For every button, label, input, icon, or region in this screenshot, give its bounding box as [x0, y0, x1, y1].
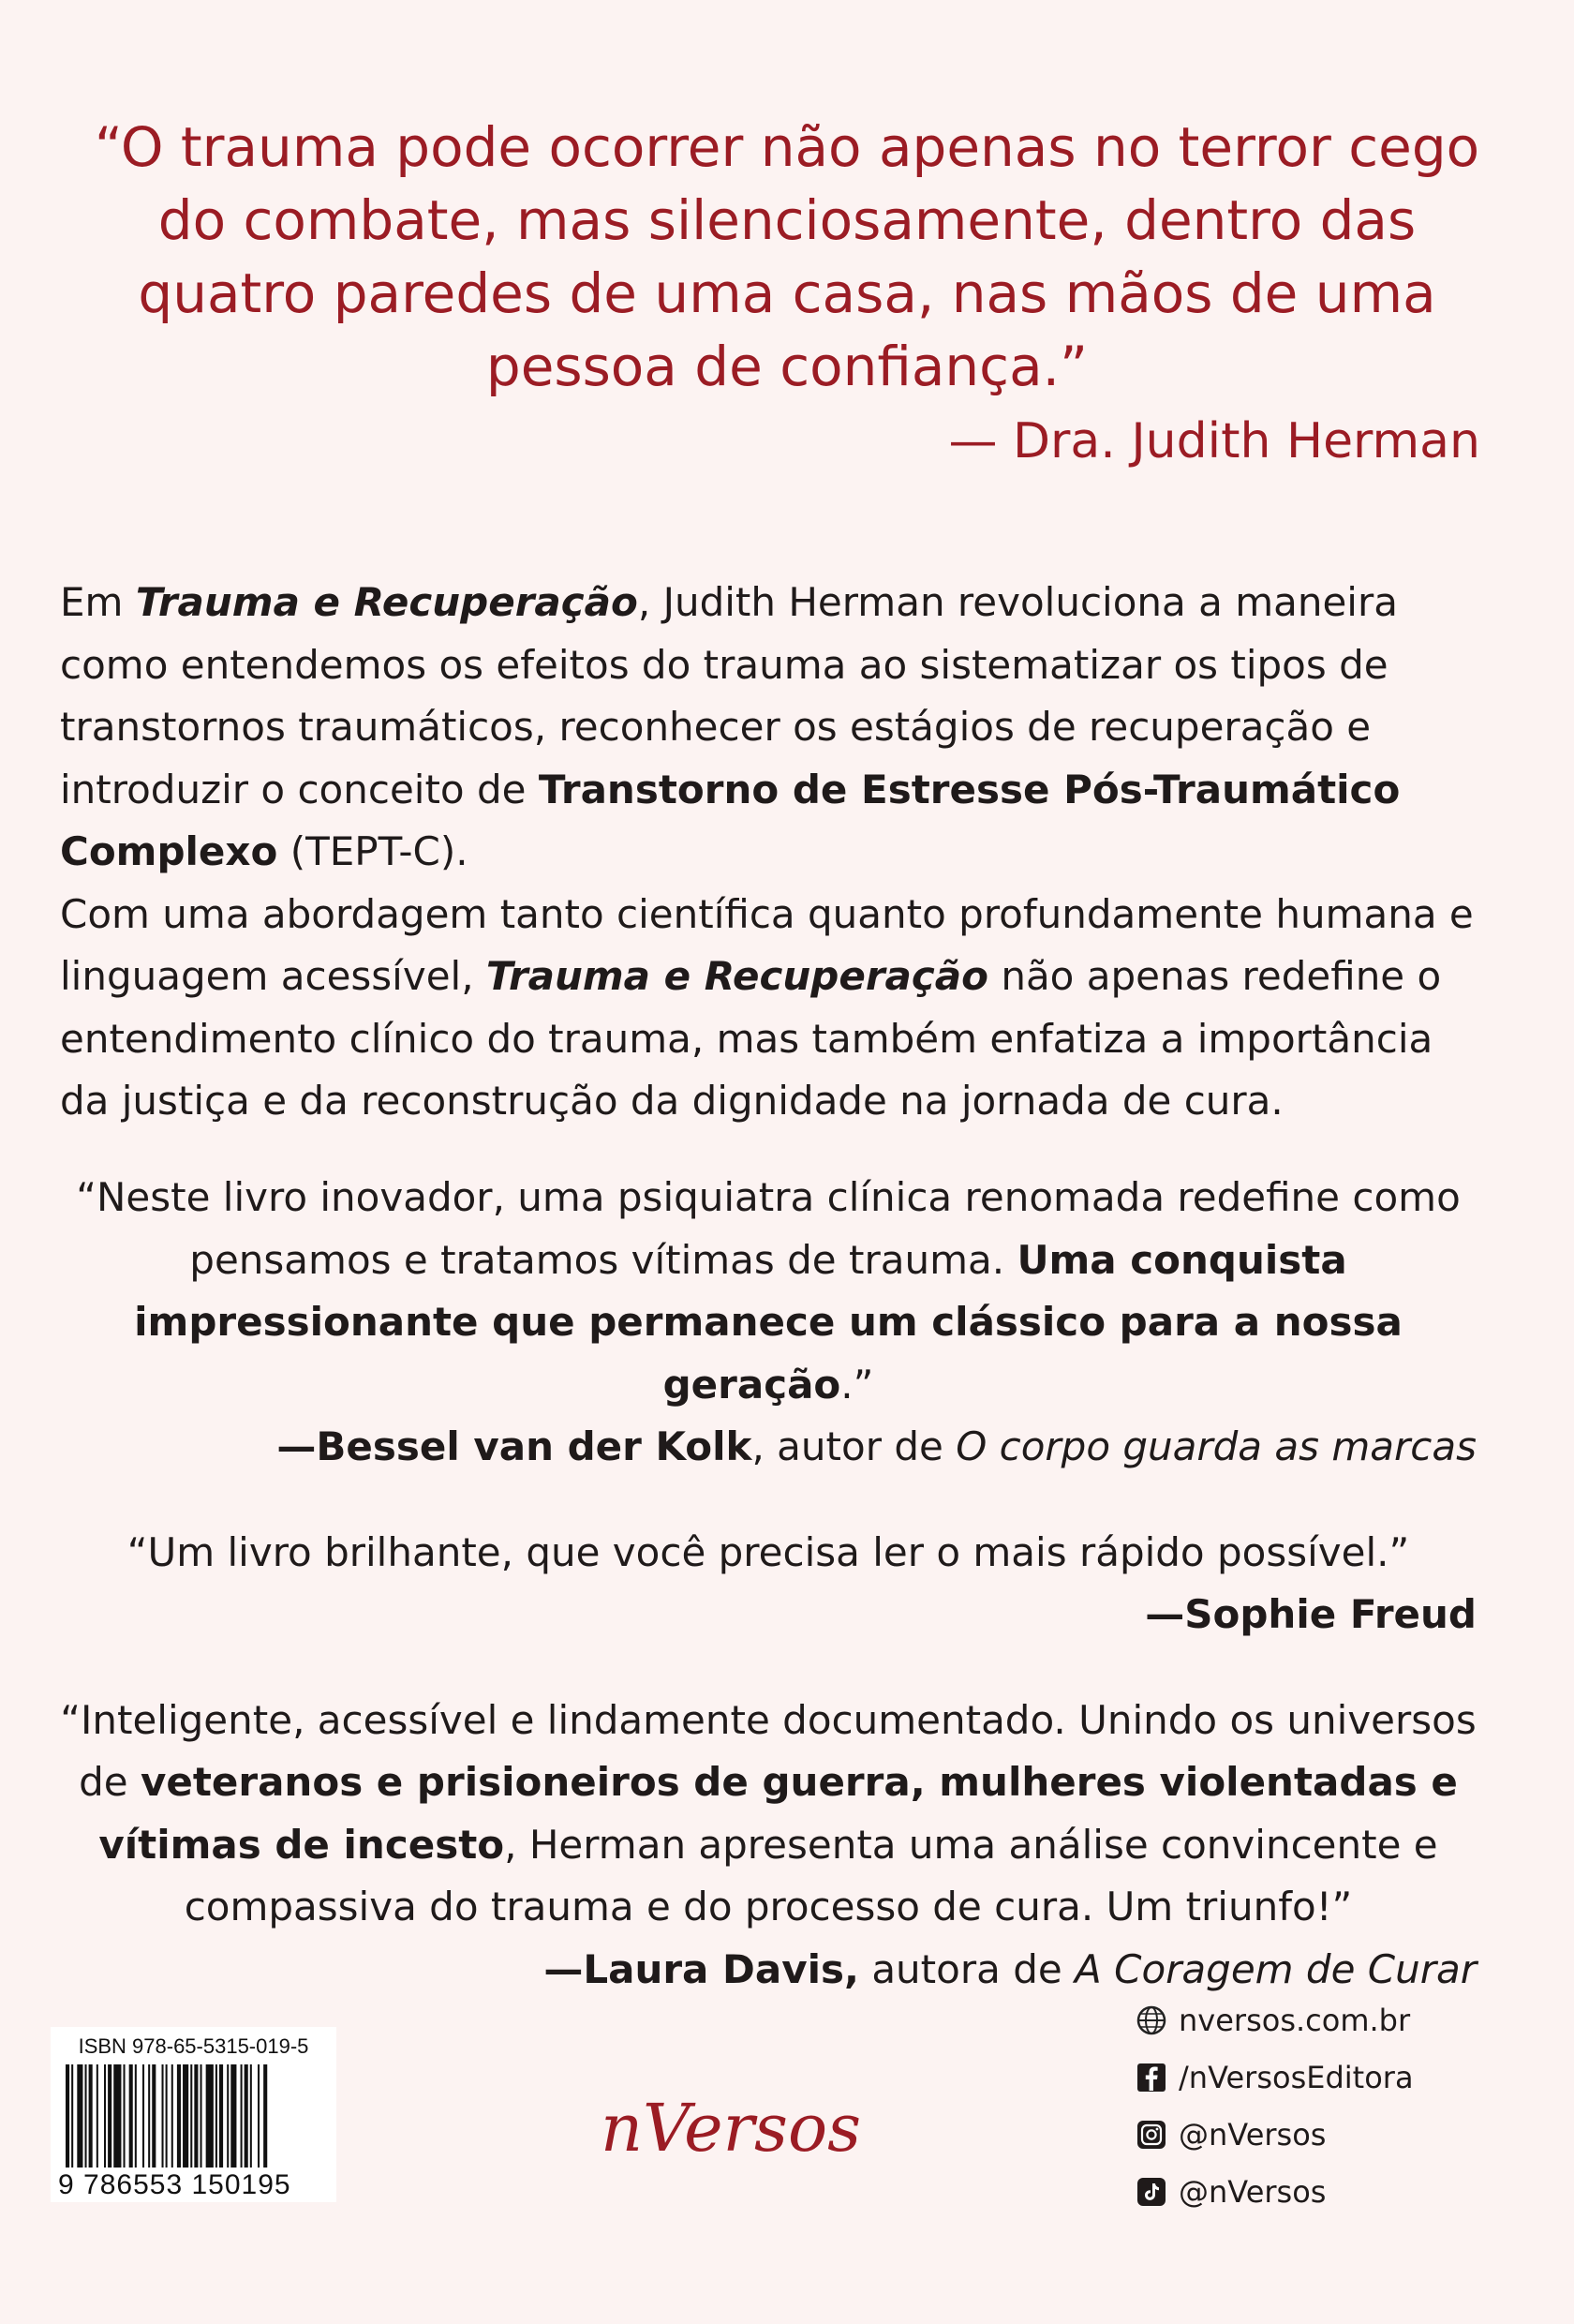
social-label: @nVersos: [1179, 2174, 1327, 2210]
isbn-label: ISBN 978-65-5315-019-5: [78, 2034, 309, 2058]
text-span: “Neste livro inovador, uma psiquiatra clínica renomada redefine como pensamos e tratamos vítimas de trauma.: [76, 1174, 1461, 1283]
publisher-logo: nVersos: [600, 2090, 862, 2167]
social-link-tiktok[interactable]: [1134, 2166, 1508, 2218]
book-title: Trauma e Recuperação: [485, 953, 988, 999]
text-span: , Herman apresenta uma análise convincente e compassiva do trauma e do processo de cura. Um triunfo!”: [184, 1821, 1438, 1929]
epigraph-author: — Dra. Judith Herman: [948, 413, 1480, 469]
blurb-attribution: [60, 1416, 1477, 1479]
barcode-icon: [66, 2064, 321, 2168]
attribution-book: O corpo guarda as marcas: [956, 1423, 1477, 1469]
synopsis-paragraph-2: [60, 884, 1477, 1133]
synopsis-paragraph-1: [60, 572, 1477, 884]
isbn-barcode: [51, 2027, 336, 2202]
attribution-name: —Sophie Freud: [1145, 1591, 1477, 1637]
social-label: nversos.com.br: [1179, 2003, 1411, 2038]
globe-icon: [1134, 2003, 1169, 2038]
book-title: Trauma e Recuperação: [135, 579, 638, 625]
isbn-digits: 9 786553 150195: [58, 2169, 291, 2200]
social-label: /nVersosEditora: [1179, 2060, 1414, 2095]
text-span: (TEPT-C).: [277, 828, 468, 874]
highlighted-term: Transtorno de Estresse Pós-Traumático Complexo: [60, 766, 1401, 874]
text-span: autora de: [858, 1945, 1076, 1992]
attribution-book: A Coragem de Curar: [1075, 1945, 1477, 1992]
text-span: , Judith Herman revoluciona a maneira como entendemos os efeitos do trauma ao sistematizar os tipos de transtornos traumáticos, reconhecer os estágios de recuperação e introduzir o conceito de: [60, 579, 1398, 812]
text-span: Com uma abordagem tanto científica quanto profundamente humana e linguagem acessível,: [60, 890, 1474, 999]
attribution-name: —Bessel van der Kolk: [276, 1423, 752, 1469]
epigraph: [94, 111, 1480, 474]
attribution-name: —Laura Davis,: [543, 1945, 859, 1992]
blurb: [60, 1690, 1477, 2002]
blurb-attribution: [60, 1939, 1477, 2002]
tiktok-icon: [1134, 2174, 1169, 2210]
text-span: “Um livro brilhante, que você precisa ler o mais rápido possível.”: [126, 1528, 1410, 1575]
blurb-text: [60, 1690, 1477, 1939]
blurb-attribution: [60, 1584, 1477, 1646]
text-span: não apenas redefine o entendimento clínico do trauma, mas também enfatiza a importância da justiça e da reconstrução da dignidade na jornada de cura.: [60, 953, 1442, 1124]
text-span: Em: [60, 579, 136, 625]
social-link-website[interactable]: [1134, 1994, 1508, 2047]
blurb-highlight: Uma conquista impressionante que permanece um clássico para a nossa geração: [134, 1236, 1403, 1408]
social-links: [1134, 1994, 1508, 2223]
social-link-facebook[interactable]: [1134, 2051, 1508, 2104]
epigraph-quote: “O trauma pode ocorrer não apenas no terror cego do combate, mas silenciosamente, dentro das quatro paredes de uma casa, nas mãos de uma pessoa de confiança.”: [94, 115, 1480, 398]
text-span: .”: [840, 1361, 874, 1408]
instagram-icon: [1134, 2117, 1169, 2153]
facebook-icon: [1134, 2060, 1169, 2095]
synopsis: [60, 572, 1477, 1133]
text-span: , autor de: [751, 1423, 957, 1469]
blurb-text: [60, 1522, 1477, 1585]
blurb-text: [60, 1167, 1477, 1416]
social-label: @nVersos: [1179, 2117, 1327, 2153]
blurb-highlight: veteranos e prisioneiros de guerra, mulheres violentadas e vítimas de incesto: [98, 1759, 1458, 1868]
blurb: [60, 1522, 1477, 1646]
blurb: [60, 1167, 1477, 1479]
text-span: “Inteligente, acessível e lindamente documentado. Unindo os universos de: [60, 1696, 1477, 1805]
social-link-instagram[interactable]: [1134, 2108, 1508, 2161]
blurbs: [60, 1167, 1477, 2044]
